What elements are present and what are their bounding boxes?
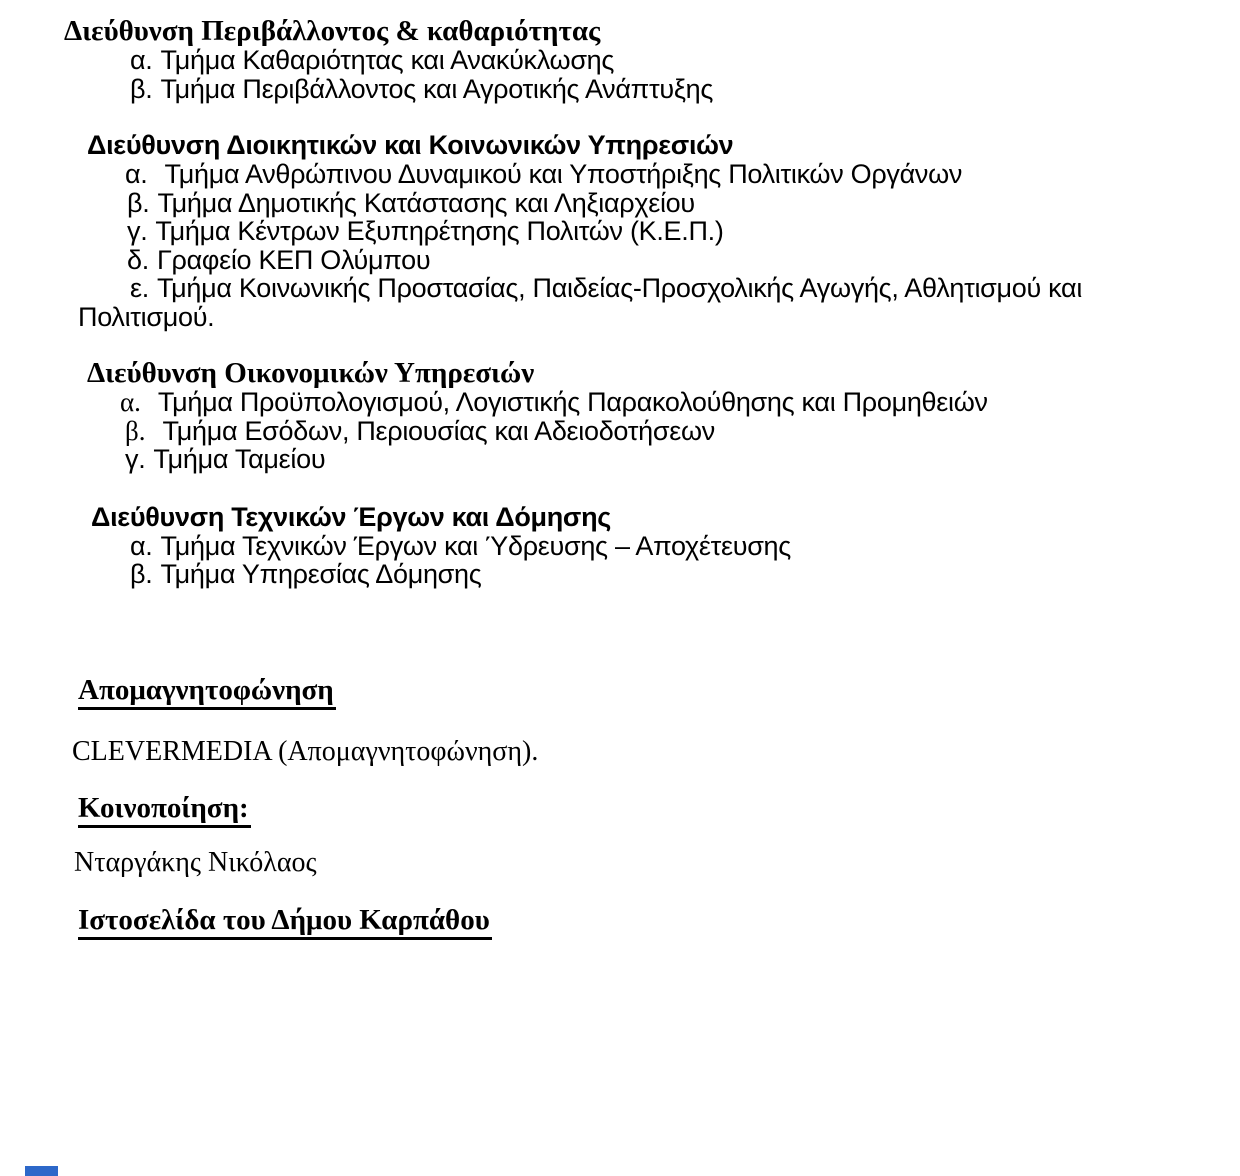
item-letter: α. xyxy=(130,45,153,75)
item-text: Τμήμα Δημοτικής Κατάστασης και Ληξιαρχείου xyxy=(157,187,695,218)
corner-marker xyxy=(25,1166,58,1176)
item-text: Τμήμα Ταμείου xyxy=(153,444,326,474)
item-text: Τμήμα Εσόδων, Περιουσίας και Αδειοδοτήσεων xyxy=(162,415,715,446)
transcription-body: CLEVERMEDIA (Απομαγνητοφώνηση). xyxy=(72,735,539,767)
item-text: Τμήμα Υπηρεσίας Δόμησης xyxy=(160,559,482,589)
department-item xyxy=(130,75,1240,104)
item-text: Πολιτισμού. xyxy=(78,301,215,332)
item-letter: β. xyxy=(127,187,150,218)
item-letter: δ. xyxy=(127,244,149,275)
department-item-continuation xyxy=(78,303,1240,332)
department-item xyxy=(127,189,1240,218)
item-letter: α. xyxy=(125,159,148,189)
cc-heading-text: Κοινοποίηση: xyxy=(78,793,251,828)
item-text: Τμήμα Προϋπολογισμού, Λογιστικής Παρακολούθησης και Προμηθειών xyxy=(157,387,988,417)
item-letter: β. xyxy=(125,415,146,446)
item-letter: α. xyxy=(130,530,153,561)
department-item xyxy=(125,445,1240,474)
item-letter: β. xyxy=(130,73,153,104)
item-letter: ε. xyxy=(130,273,149,303)
item-text: Τμήμα Περιβάλλοντος και Αγροτικής Ανάπτυξης xyxy=(160,73,714,104)
item-letter: γ. xyxy=(125,444,146,474)
department-item xyxy=(127,246,1240,275)
department-item xyxy=(130,532,1240,561)
section-title-environment: Διεύθυνση Περιβάλλοντος & καθαριότητας xyxy=(64,15,601,47)
department-item xyxy=(125,417,1240,446)
department-item xyxy=(130,274,1240,303)
section-title-technical: Διεύθυνση Τεχνικών Έργων και Δόμησης xyxy=(91,501,612,532)
website-heading xyxy=(78,905,1240,940)
item-text: Τμήμα Κοινωνικής Προστασίας, Παιδείας-Προσχολικής Αγωγής, Αθλητισμού και xyxy=(156,273,1083,303)
department-item xyxy=(127,217,1240,246)
transcription-heading xyxy=(78,675,1240,710)
item-letter: β. xyxy=(130,559,153,589)
department-item xyxy=(120,388,1240,417)
item-text: Τμήμα Καθαριότητας και Ανακύκλωσης xyxy=(160,45,615,75)
item-text: Γραφείο ΚΕΠ Ολύμπου xyxy=(156,244,431,275)
item-letter: γ. xyxy=(127,216,148,246)
item-letter: α. xyxy=(120,387,141,417)
department-item xyxy=(130,560,1240,589)
item-text: Τμήμα Τεχνικών Έργων και Ύδρευσης – Αποχέτευσης xyxy=(160,530,791,561)
item-text: Τμήμα Ανθρώπινου Δυναμικού και Υποστήριξης Πολιτικών Οργάνων xyxy=(164,159,963,189)
section-title-financial: Διεύθυνση Οικονομικών Υπηρεσιών xyxy=(87,357,535,389)
section-title-administrative: Διεύθυνση Διοικητικών και Κοινωνικών Υπηρεσιών xyxy=(87,130,734,160)
item-text: Τμήμα Κέντρων Εξυπηρέτησης Πολιτών (Κ.Ε.Π.) xyxy=(155,216,724,246)
cc-heading xyxy=(78,793,1240,828)
website-heading-text: Ιστοσελίδα του Δήμου Καρπάθου xyxy=(78,905,492,940)
transcription-heading-text: Απομαγνητοφώνηση xyxy=(78,675,336,710)
department-item xyxy=(125,160,1240,189)
department-item xyxy=(130,46,1240,75)
cc-body: Νταργάκης Νικόλαος xyxy=(74,846,317,878)
